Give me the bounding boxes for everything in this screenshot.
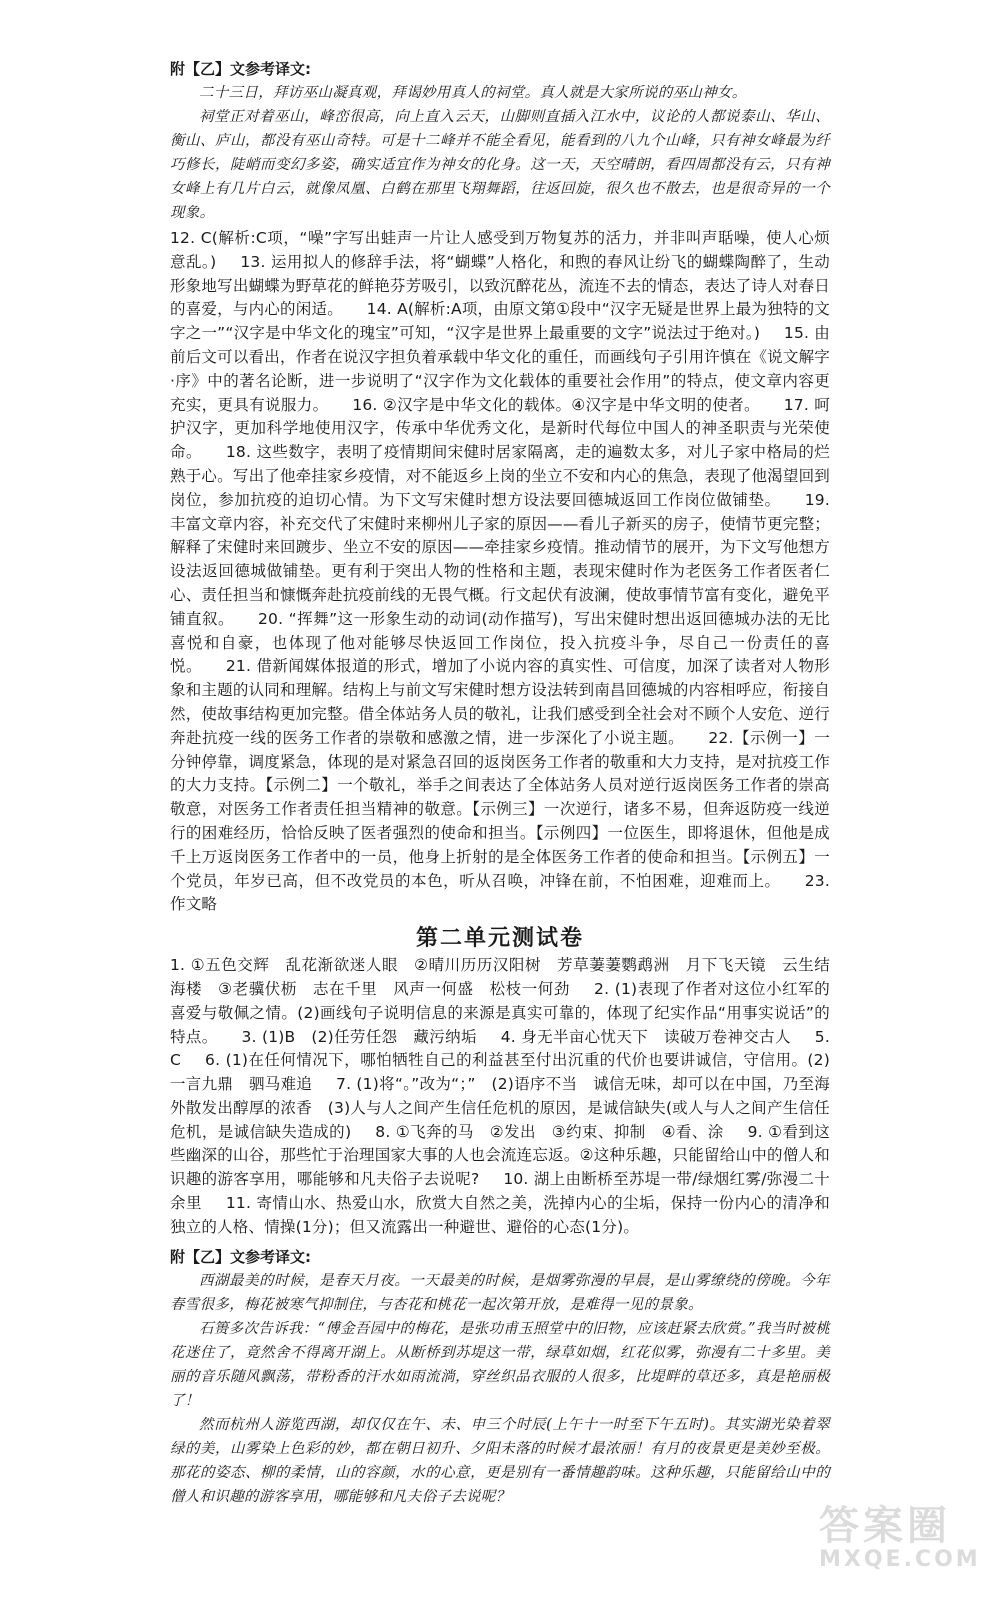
unit-heading: 第二单元测试卷 (415, 926, 584, 952)
answer-item: 1. ①五色交辉 乱花渐欲迷人眼 ②晴川历历汉阳树 芳草萋萋鹦鹉洲 月下飞天镜 云生结海楼 ③老骥伏枥 志在千里 风声一何盛 松枝一何劲 (170, 956, 830, 998)
answer-block (170, 227, 830, 917)
answer-item: 5. C (170, 1027, 830, 1070)
answer-block (170, 954, 830, 1240)
section-label: 附【乙】文参考译文: (170, 60, 311, 78)
translation-paragraph: 西湖最美的时候，是春天月夜。一天最美的时候，是烟雾弥漫的早晨，是山雾缭绕的傍晚。今年春雪很多，梅花被寒气抑制住，与杏花和桃花一起次第开放，是难得一见的景象。 (170, 1272, 830, 1313)
site-watermark (819, 1494, 984, 1586)
answer-item: 22.【示例一】一分钟停靠，调度紧急，体现的是对紧急召回的返岗医务工作者的敬重和大力支持，是对抗疫工作的大力支持。【示例二】一个敬礼，举手之间表达了全体站务人员对逆行返岗医务工作者的崇高敬意，对医务工作者责任担当精神的敬意。【示例三】一次逆行，诸多不易，但奔返防疫一线逆行的困难经历，恰恰反映了医者强烈的使命和担当。【示例四】一位医生，即将退休，但他是成千上万返岗医务工作者中的一员，他身上折射的是全体医务工作者的使命和担当。【示例五】一个党员，年岁已高，但不改党员的本色，听从召唤，冲锋在前，不怕困难，迎难而上。 (170, 728, 830, 890)
answer-item: 3. (1)B (2)任劳任怨 藏污纳垢 (241, 1027, 477, 1046)
answer-item: 17. 呵护汉字，更加科学地使用汉字，传承中华优秀文化，是新时代每位中国人的神圣职责与光荣使命。 (170, 395, 830, 462)
translation-paragraph: 二十三日，拜访巫山凝真观，拜谒妙用真人的祠堂。真人就是大家所说的巫山神女。 (199, 85, 747, 101)
answer-item: 9. ①看到这些幽深的山谷，那些忙于治理国家大事的人也会流连忘返。②这种乐趣，只能留给山中的僧人和识趣的游客享用，哪能够和凡夫俗子去说呢? (170, 1122, 830, 1189)
answer-item: 21. 借新闻媒体报道的形式，增加了小说内容的真实性、可信度，加深了读者对人物形象和主题的认同和理解。结构上与前文写宋健时想方设法转到南昌回德城的内容相呼应，衔接自然，使故事结构更加完整。借全体站务人员的敬礼，让我们感受到全社会对不顾个人安危、逆行奔赴抗疫一线的医务工作者的崇敬和感激之情，进一步深化了小说主题。 (170, 657, 830, 747)
answer-item: 13. 运用拟人的修辞手法，将“蝴蝶”人格化，和煦的春风让纷飞的蝴蝶陶醉了，生动形象地写出蝴蝶为野草花的鲜艳芬芳吸引，以致沉醉花丛，流连不去的情态，表达了诗人对春日的喜爱，与内心的闲适。 (170, 252, 830, 319)
translation-paragraph: 然而杭州人游览西湖，却仅仅在午、未、申三个时辰(上午十一时至下午五时)。其实湖光染着翠绿的美，山雾染上色彩的妙，都在朝日初升、夕阳未落的时候才最浓丽！有月的夜景更是美妙至极。那花的姿态、柳的柔情，山的容颜，水的心意，更是别有一番情趣韵味。这种乐趣，只能留给山中的僧人和识趣的游客享用，哪能够和凡夫俗子去说呢？ (170, 1416, 830, 1505)
answer-item: 19. 丰富文章内容，补充交代了宋健时来柳州儿子家的原因——看儿子新买的房子，使情节更完整；解释了宋健时来回踱步、坐立不安的原因——牵挂家乡疫情。推动情节的展开，为下文写他想方设法返回德城做铺垫。更有利于突出人物的性格和主题，表现宋健时作为老医务工作者医者仁心、责任担当和慷慨奔赴抗疫前线的无畏气概。行文起伏有波澜，使故事情节富有变化，避免平铺直叙。 (170, 490, 830, 628)
document-page (170, 52, 830, 1509)
translation-paragraph: 祠堂正对着巫山，峰峦很高，向上直入云天，山脚则直插入江水中，议论的人都说泰山、华山、衡山、庐山，都没有巫山奇特。可是十二峰并不能全看见，能看到的八九个山峰，只有神女峰最为纤巧修长，陡峭而变幻多姿，确实适宜作为神女的化身。这一天，天空晴朗，看四周都没有云，只有神女峰上有几片白云，就像凤凰、白鹤在那里飞翔舞蹈，往返回旋，很久也不散去，也是很奇异的一个现象。 (170, 109, 830, 221)
answer-item: 6. (1)在任何情况下，哪怕牺牲自己的利益甚至付出沉重的代价也要讲诚信，守信用。(2)一言九鼎 驷马难追 (170, 1051, 830, 1094)
answer-item: 20. “挥舞”这一形象生动的动词(动作描写)，写出宋健时想出返回德城办法的无比喜悦和自豪，也体现了他对能够尽快返回工作岗位，投入抗疫斗争，尽自己一份责任的喜悦。 (170, 609, 830, 676)
answer-item: 12. C(解析:C项，“噪”字写出蛙声一片让人感受到万物复苏的活力，并非叫声聒噪，使人心烦意乱。) (170, 229, 830, 271)
section-label: 附【乙】文参考译文: (170, 1247, 311, 1266)
answer-item: 18. 这些数字，表明了疫情期间宋健时居家隔离，走的遍数太多，对儿子家中格局的烂熟于心。写出了他牵挂家乡疫情，对不能返乡上岗的坐立不安和内心的焦急，表现了他渴望回到岗位，参加抗疫的迫切心情。为下文写宋健时想方设法要回德城返回工作岗位做铺垫。 (170, 443, 830, 509)
watermark-url-text: MXQE.COM (819, 1547, 981, 1572)
translation-paragraph: 石篑多次告诉我：“傅金吾园中的梅花，是张功甫玉照堂中的旧物，应该赶紧去欣赏。”我当时被桃花迷住了，竟然舍不得离开湖上。从断桥到苏堤这一带，绿草如烟，红花似雾，弥漫有二十多里。美丽的音乐随风飘荡，带粉香的汗水如雨流淌，穿丝织品衣服的人很多，比堤畔的草还多，真是艳丽极了！ (170, 1320, 830, 1409)
answer-item: 2. (1)表现了作者对这位小红军的喜爱与敬佩之情。(2)画线句子说明信息的来源是真实可靠的，体现了纪实作品“用事实说话”的特点。 (170, 979, 830, 1046)
answer-item: 14. A(解析:A项，由原文第①段中“汉字无疑是世界上最为独特的文字之一”“汉字是中华文化的瑰宝”可知，“汉字是世界上最重要的文字”说法过于绝对。) (170, 300, 830, 343)
watermark-logo-text: 答案圈 (819, 1503, 951, 1549)
answer-item: 15. 由前后文可以看出，作者在说汉字担负着承载中华文化的重任，而画线句子引用许慎在《说文解字·序》中的著名论断，进一步说明了“汉字作为文化载体的重要社会作用”的特点，使文章内容更充实，更具有说服力。 (170, 324, 830, 414)
answer-item: 16. ②汉字是中华文化的载体。④汉字是中华文明的使者。 (352, 395, 760, 414)
answer-item: 7. (1)将“。”改为“；” (2)语序不当 诚信无味，却可以在中国，乃至海外散发出醇厚的浓香 (3)人与人之间产生信任危机的原因，是诚信缺失(或人与人之间产生信任危机，是诚信缺失造成的) (170, 1075, 830, 1141)
answer-item: 23. 作文略 (170, 871, 830, 914)
answer-item: 11. 寄情山水、热爱山水，欣赏大自然之美，洗掉内心的尘垢，保持一份内心的清净和独立的人格、情操(1分)；但又流露出一种避世、避俗的心态(1分)。 (170, 1194, 830, 1236)
answer-item: 8. ①飞奔的马 ②发出 ③约束、抑制 ④看、涂 (375, 1122, 724, 1141)
answer-item: 4. 身无半亩心忧天下 读破万卷神交古人 (500, 1027, 791, 1046)
answer-item: 10. 湖上由断桥至苏堤一带/绿烟红雾/弥漫二十余里 (170, 1170, 830, 1213)
